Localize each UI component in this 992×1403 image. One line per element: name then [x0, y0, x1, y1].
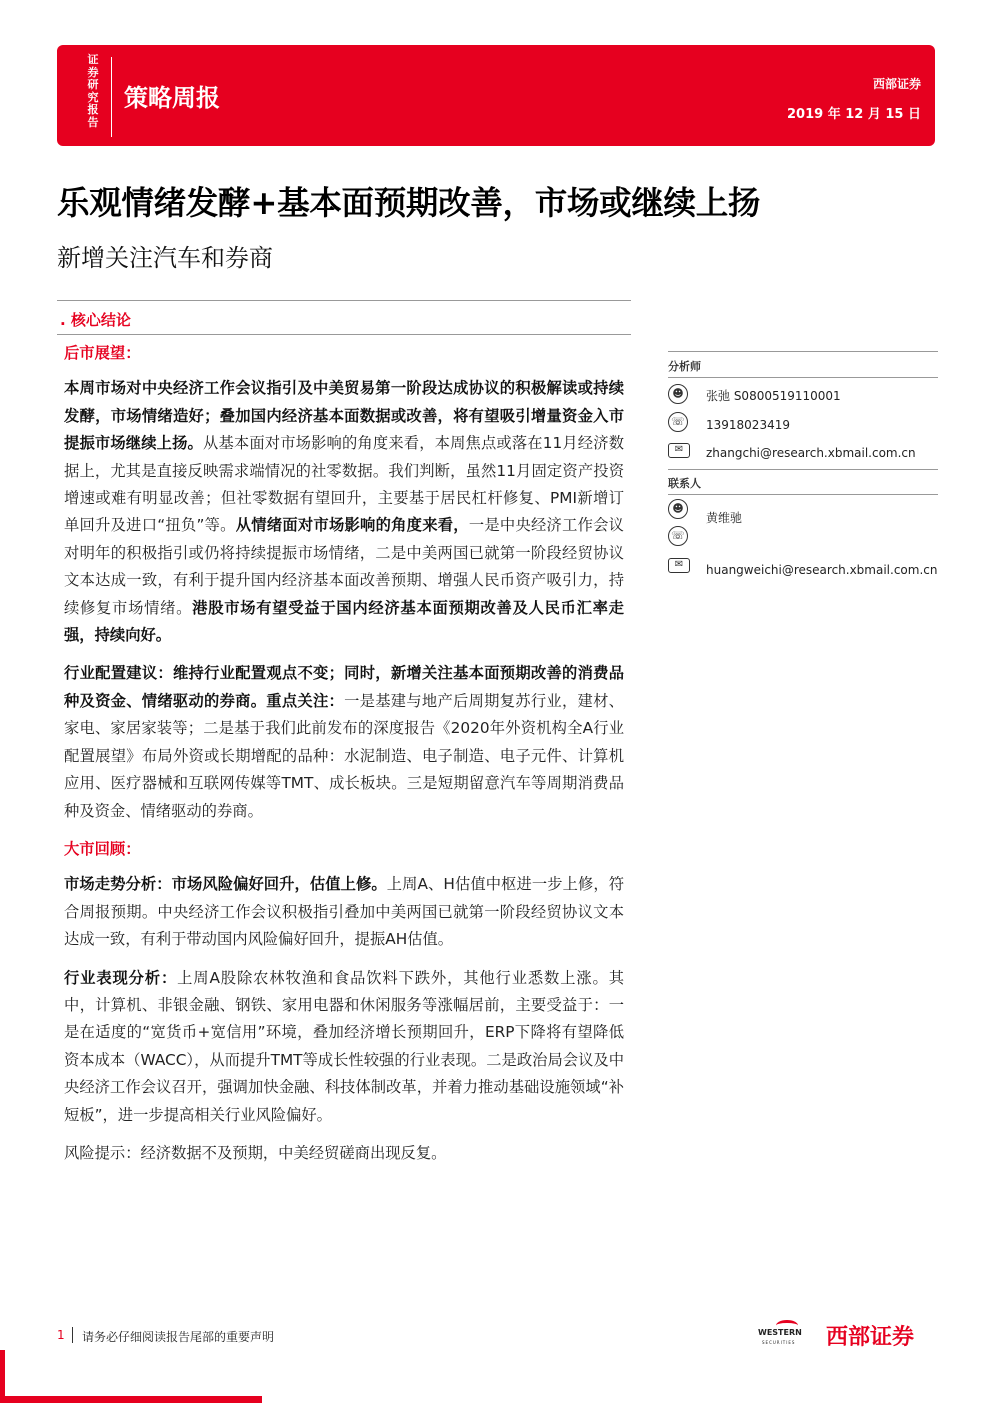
logo-english: WESTERN	[758, 1328, 802, 1337]
outlook-heading: 后市展望：	[64, 344, 141, 362]
analyst-name-id: 张弛 S0800519110001	[706, 389, 841, 403]
outlook-bold-2: 从情绪面对市场影响的角度来看，	[235, 516, 469, 535]
section-top-rule	[57, 300, 631, 301]
config-bold: 行业配置建议：维持行业配置观点不变；同时，新增关注基本面预期改善的消费品种及资金、情绪驱动的券商。重点关注：	[64, 664, 624, 710]
outlook-text-1: 从基本面对市场影响的角度来看，本周焦点或落在11月经济数据上，尤其是直接反映需求端情况的社零数据。我们判断，虽然11月固定资产投资增速或难有明显改善；但社零数据有望回升，主要基于居民杠杆修复、PMI新增订单回升及进口“扭负”等。	[64, 434, 624, 535]
industry-paragraph	[64, 965, 624, 1129]
sidebar-contact-top-rule	[668, 469, 938, 470]
banner-divider	[111, 57, 112, 137]
mail-icon: ✉	[668, 443, 690, 458]
report-title: 乐观情绪发酵+基本面预期改善，市场或继续上扬	[57, 184, 761, 222]
mail-icon: ✉	[668, 558, 690, 573]
industry-bold: 行业表现分析：	[64, 968, 178, 987]
contact-email[interactable]: huangweichi@research.xbmail.com.cn	[706, 563, 938, 577]
outlook-paragraph	[64, 375, 624, 649]
logo-english-sub: SECURITIES	[762, 1340, 796, 1345]
analyst-phone: 13918023419	[706, 418, 790, 432]
footer-disclaimer: 请务必仔细阅读报告尾部的重要声明	[82, 1330, 275, 1344]
logo-chinese: 西部证券	[826, 1325, 915, 1350]
section-heading: . 核心结论	[60, 311, 131, 329]
analyst-email[interactable]: zhangchi@research.xbmail.com.cn	[706, 446, 916, 460]
config-paragraph	[64, 660, 624, 824]
section-bottom-rule	[57, 334, 631, 335]
contact-name: 黄维驰	[706, 511, 743, 525]
corner-accent-horizontal	[0, 1396, 262, 1403]
brand-name: 西部证券	[872, 77, 921, 91]
report-date: 2019 年 12 月 15 日	[787, 107, 921, 122]
phone-icon: ☏	[668, 412, 688, 432]
phone-icon: ☏	[668, 526, 688, 546]
page-number: 1	[57, 1328, 65, 1342]
vertical-report-label-text: 证券研究报告	[87, 53, 99, 129]
section-heading-text: 核心结论	[70, 311, 131, 329]
report-subtitle: 新增关注汽车和券商	[57, 244, 273, 272]
vertical-report-label	[86, 54, 100, 129]
analyst-label: 分析师	[668, 360, 701, 373]
trend-paragraph	[64, 871, 624, 953]
trend-bold: 市场走势分析：市场风险偏好回升，估值上修。	[64, 875, 387, 894]
review-heading: 大市回顾：	[64, 839, 141, 858]
sidebar-analyst-rule	[668, 377, 938, 378]
outlook-text-2: 一是中央经济工作会议对明年的积极指引或仍将持续提振市场情绪，二是中美两国已就第一阶段经贸协议文本达成一致，有利于提升国内经济基本面改善预期、增强人民币资产吸引力，持续修复市场情绪。	[64, 516, 624, 617]
trend-text: 上周A、H估值中枢进一步上修，符合周报预期。中央经济工作会议积极指引叠加中美两国已就第一阶段经贸协议文本达成一致，有利于带动国内风险偏好回升，提振AH估值。	[64, 875, 624, 949]
config-text: 一是基建与地产后周期复苏行业，建材、家电、家居家装等；二是基于我们此前发布的深度报告《2020年外资机构全A行业配置展望》布局外资或长期增配的品种：水泥制造、电子制造、电子元件、计算机应用、医疗器械和互联网传媒等TMT、成长板块。三是短期留意汽车等周期消费品种及资金、情绪驱动的券商。	[64, 691, 624, 820]
main-body	[64, 340, 624, 1178]
person-icon: ☻	[668, 384, 688, 404]
outlook-bold-1: 本周市场对中央经济工作会议指引及中美贸易第一阶段达成协议的积极解读或持续发酵，市场情绪造好；叠加国内经济基本面数据或改善，将有望吸引增量资金入市提振市场继续上扬。	[64, 379, 624, 453]
sidebar-contact-rule	[668, 494, 938, 495]
outlook-bold-3: 港股市场有望受益于国内经济基本面预期改善及人民币汇率走强，持续向好。	[64, 598, 624, 645]
risk-paragraph: 风险提示：经济数据不及预期，中美经贸磋商出现反复。	[64, 1143, 447, 1162]
sidebar-top-rule	[668, 351, 938, 352]
person-icon: ☻	[668, 499, 688, 519]
footer-divider	[72, 1327, 73, 1343]
industry-text: 上周A股除农林牧渔和食品饮料下跌外，其他行业悉数上涨。其中，计算机、非银金融、钢铁、家用电器和休闲服务等涨幅居前，主要受益于：一是在适度的“宽货币+宽信用”环境，叠加经济增长预期回升，ERP下降将有望降低资本成本（WACC），从而提升TMT等成长性较强的行业表现。二是政治局会议及中央经济工作会议召开，强调加快金融、科技体制改革，并着力推动基础设施领域“补短板”，进一步提高相关行业风险偏好。	[64, 968, 624, 1124]
contact-label: 联系人	[668, 477, 701, 490]
report-type: 策略周报	[124, 84, 220, 112]
